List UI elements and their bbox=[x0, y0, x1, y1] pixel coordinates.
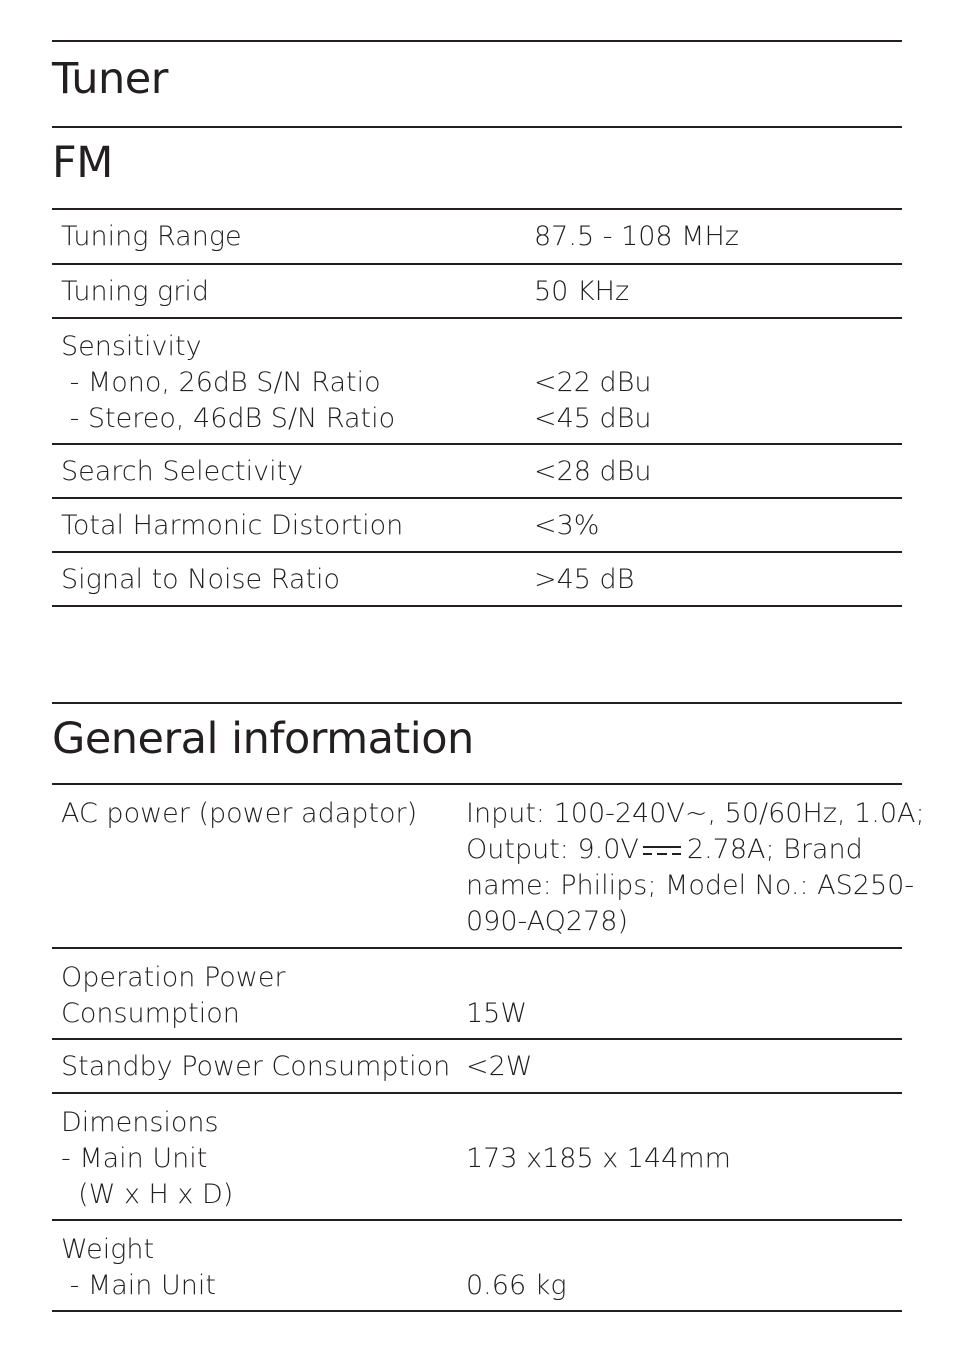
operation-power-label-2: Consumption bbox=[61, 998, 240, 1029]
tuning-range-label: Tuning Range bbox=[61, 221, 242, 252]
weight-main-unit-label: - Main Unit bbox=[61, 1270, 216, 1301]
ac-power-line4: 090-AQ278) bbox=[466, 906, 628, 937]
thd-label: Total Harmonic Distortion bbox=[61, 510, 404, 541]
table-row bbox=[52, 498, 902, 552]
fm-section bbox=[52, 128, 902, 208]
table-row bbox=[52, 948, 902, 1039]
general-section bbox=[52, 704, 902, 783]
tuning-range-value: 87.5 - 108 MHz bbox=[534, 221, 739, 252]
snr-label: Signal to Noise Ratio bbox=[61, 564, 341, 595]
thd-value: <3% bbox=[534, 510, 600, 541]
fm-spec-table bbox=[52, 210, 902, 607]
operation-power-label-1: Operation Power bbox=[61, 962, 286, 993]
ac-power-line1: Input: 100-240V~, 50/60Hz, 1.0A; bbox=[466, 798, 925, 829]
tuning-grid-value: 50 KHz bbox=[534, 276, 630, 307]
standby-power-label: Standby Power Consumption bbox=[61, 1051, 451, 1082]
general-heading: General information bbox=[52, 714, 474, 764]
dc-symbol-icon bbox=[643, 845, 681, 857]
sensitivity-stereo-value: <45 dBu bbox=[534, 403, 652, 434]
ac-power-line2a: Output: 9.0V bbox=[466, 834, 639, 865]
spec-page bbox=[52, 40, 925, 1312]
snr-value: >45 dB bbox=[534, 564, 635, 595]
dimensions-value: 173 x185 x 144mm bbox=[466, 1143, 731, 1174]
search-selectivity-value: <28 dBu bbox=[534, 456, 652, 487]
table-row bbox=[52, 210, 902, 264]
tuning-grid-label: Tuning grid bbox=[61, 276, 209, 307]
operation-power-value: 15W bbox=[466, 998, 528, 1029]
general-spec-table bbox=[52, 785, 925, 1312]
table-row bbox=[52, 1039, 902, 1093]
standby-power-value: <2W bbox=[466, 1051, 533, 1082]
sensitivity-mono-value: <22 dBu bbox=[534, 367, 652, 398]
sensitivity-mono-label: - Mono, 26dB S/N Ratio bbox=[61, 367, 381, 398]
table-row bbox=[52, 785, 902, 948]
tuner-section bbox=[52, 42, 902, 126]
table-row bbox=[52, 444, 902, 498]
ac-power-line2b: 2.78A; Brand bbox=[686, 834, 863, 865]
fm-heading: FM bbox=[52, 138, 113, 188]
table-row bbox=[52, 264, 902, 318]
table-row bbox=[52, 552, 902, 606]
search-selectivity-label: Search Selectivity bbox=[61, 456, 304, 487]
dimensions-label: Dimensions bbox=[61, 1107, 219, 1138]
table-row bbox=[52, 1093, 902, 1220]
sensitivity-stereo-label: - Stereo, 46dB S/N Ratio bbox=[61, 403, 396, 434]
sensitivity-label: Sensitivity bbox=[61, 331, 202, 362]
weight-value: 0.66 kg bbox=[466, 1270, 567, 1301]
dimensions-whd-label: (W x H x D) bbox=[61, 1179, 234, 1210]
ac-power-label: AC power (power adaptor) bbox=[61, 798, 418, 829]
table-row bbox=[52, 1220, 902, 1311]
weight-label: Weight bbox=[61, 1234, 155, 1265]
tuner-heading: Tuner bbox=[52, 54, 168, 104]
ac-power-line3: name: Philips; Model No.: AS250- bbox=[466, 870, 915, 901]
dimensions-main-unit-label: - Main Unit bbox=[61, 1143, 208, 1174]
table-row bbox=[52, 318, 902, 444]
